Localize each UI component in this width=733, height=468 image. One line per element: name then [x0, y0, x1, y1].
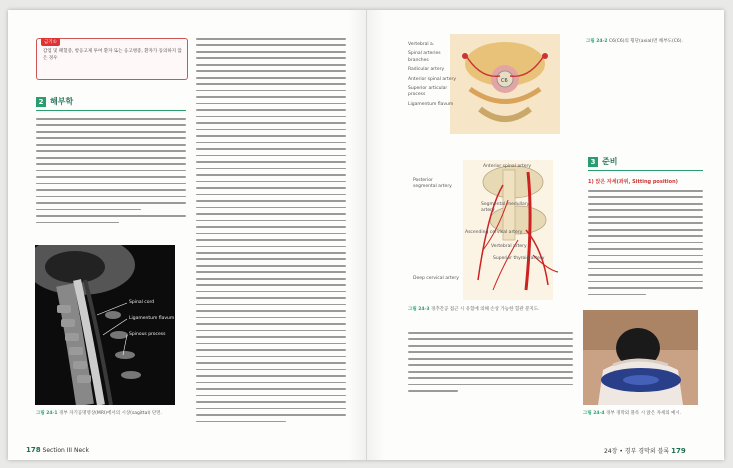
section-title: 준비 — [602, 157, 618, 166]
svg-text:C6: C6 — [501, 78, 508, 84]
fig3-label: Anterior spinal artery — [483, 164, 531, 169]
label-ligamentum-flavum: Ligamentum flavum — [129, 316, 175, 321]
book-spread — [8, 10, 724, 460]
figure-label: 그림 24-4 — [583, 411, 605, 416]
fig2-label: Superior articular process — [408, 86, 448, 98]
section-preparation-heading — [588, 156, 617, 167]
figure-24-4-caption — [583, 410, 681, 416]
figure-text: 경부 자기공명영상(MRI)에서의 시상(sagittal) 단면. — [58, 411, 162, 416]
gutter — [366, 10, 367, 460]
fig3-label: Ascending cervical artery — [465, 230, 523, 235]
fig2-label: Radicular artery — [408, 67, 445, 73]
mri-graphic — [35, 245, 175, 405]
figure-text: 경추간공 접근 시 유혈에 의해 손상 가능한 혈관 분지도. — [430, 307, 540, 312]
figure-24-3-labels — [413, 160, 578, 300]
figure-24-1-caption — [36, 410, 162, 416]
fig2-label: Vertebral a. — [408, 42, 435, 47]
left-col1-body — [36, 118, 186, 228]
label-spinal-cord: Spinal cord — [129, 300, 155, 305]
contraindication-text: 감염 및 패혈증, 항응고제 투여 환자 또는 응고병증, 환자가 동의하지 않은 경우 — [43, 49, 182, 61]
fig2-label: Ligamentum flavum — [408, 101, 454, 107]
chapter-running-head: 24장 • 경부 경막외 블록 — [604, 448, 670, 455]
fig2-label: Spinal arteries branches — [408, 51, 441, 63]
section-anatomy-heading — [36, 96, 73, 107]
figure-label: 그림 24-2 — [586, 39, 608, 44]
label-spinous-process: Spinous process — [129, 332, 166, 337]
fig3-label: Vertebral artery — [491, 244, 527, 249]
fig3-label: Segmental medullary artery — [481, 202, 530, 214]
fig3-label: Superior thyroid artery — [493, 256, 545, 261]
page-number-right: 179 — [671, 447, 686, 455]
section-running-head: Section III Neck — [42, 447, 89, 454]
figure-text: C6(C6)의 횡단(axial)면 해부도(C6). — [608, 39, 683, 44]
patient-photo-graphic — [583, 310, 698, 405]
left-footer — [26, 446, 89, 454]
fig3-label: Posterior segmental artery — [413, 178, 452, 190]
fig3-label: Deep cervical artery — [413, 276, 459, 281]
section-rule — [588, 170, 703, 171]
contraindication-tag: 금기① — [41, 38, 60, 46]
right-col1-body — [408, 332, 573, 397]
figure-label: 그림 24-3 — [408, 307, 430, 312]
section-rule — [36, 110, 186, 111]
figure-24-3-caption — [408, 306, 539, 312]
fig2-label: Anterior spinal artery — [408, 76, 456, 82]
figure-24-2-labels — [408, 42, 458, 108]
section-number: 2 — [36, 97, 46, 107]
right-footer — [604, 446, 686, 455]
mri-sagittal-image — [35, 245, 175, 405]
figure-24-2-caption — [586, 38, 701, 44]
section-number: 3 — [588, 157, 598, 167]
right-col2-body — [588, 190, 703, 300]
section-title: 해부학 — [50, 97, 74, 106]
figure-text: 경부 경막외 블록 시 앉은 자세의 예시. — [605, 411, 682, 416]
page-number-left: 178 — [26, 446, 41, 454]
left-col2-body — [196, 38, 346, 427]
figure-label: 그림 24-1 — [36, 411, 58, 416]
contraindication-box — [36, 38, 188, 80]
sitting-position-subheading: 1) 앉은 자세(좌위, Sitting position) — [588, 179, 678, 185]
sitting-position-photo — [583, 310, 698, 405]
